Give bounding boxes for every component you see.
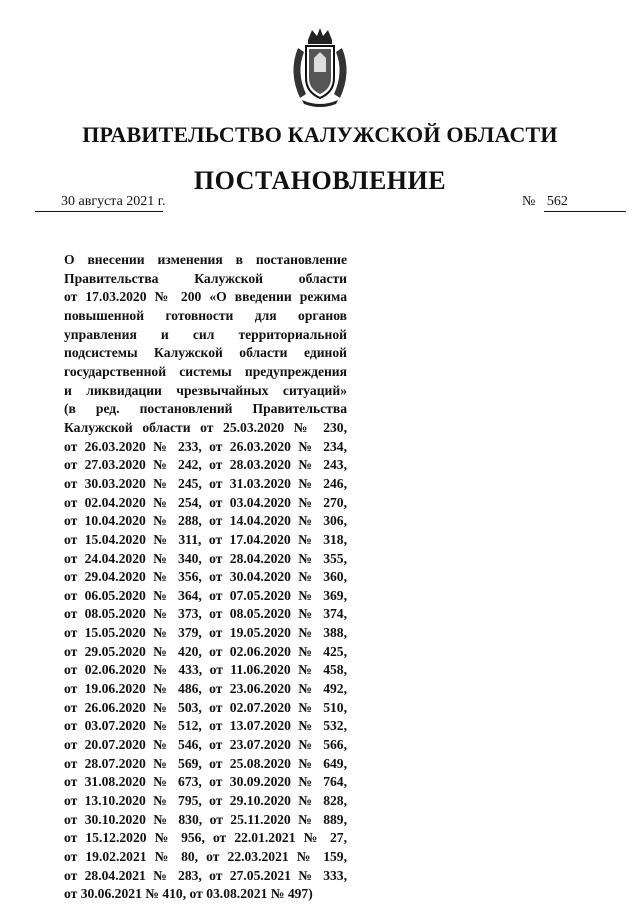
- title-line: О внесении изменения в постановление: [64, 252, 347, 267]
- title-line: от 30.03.2020 № 245, от 31.03.2020 № 246,: [64, 475, 347, 491]
- title-line: от 15.05.2020 № 379, от 19.05.2020 № 388,: [64, 625, 347, 641]
- resolution-title: [64, 251, 347, 904]
- title-line: Калужской области от 25.03.2020 № 230,: [64, 419, 347, 435]
- title-line: от 08.05.2020 № 373, от 08.05.2020 № 374,: [64, 606, 347, 622]
- title-line: от 31.08.2020 № 673, от 30.09.2020 № 764,: [64, 774, 347, 790]
- title-line: от 26.06.2020 № 503, от 02.07.2020 № 510,: [64, 699, 347, 715]
- number-underline: [544, 211, 626, 212]
- title-line: от 02.06.2020 № 433, от 11.06.2020 № 458,: [64, 662, 347, 678]
- title-line: от 06.05.2020 № 364, от 07.05.2020 № 369,: [64, 587, 347, 603]
- document-number: 562: [546, 194, 568, 209]
- document-date-field: [35, 194, 165, 210]
- title-line: от 27.03.2020 № 242, от 28.03.2020 № 243,: [64, 457, 347, 473]
- title-line: и ликвидации чрезвычайных ситуаций»: [64, 382, 347, 398]
- title-line: от 10.04.2020 № 288, от 14.04.2020 № 306,: [64, 513, 347, 529]
- title-line: от 29.05.2020 № 420, от 02.06.2020 № 425,: [64, 643, 347, 659]
- title-line: от 28.04.2021 № 283, от 27.05.2021 № 333,: [64, 867, 347, 883]
- title-line: (в ред. постановлений Правительства: [64, 401, 347, 417]
- title-line: государственной системы предупреждения: [64, 363, 347, 379]
- title-line: Правительства Калужской области: [64, 270, 347, 286]
- title-line: от 03.07.2020 № 512, от 13.07.2020 № 532,: [64, 718, 347, 734]
- coat-of-arms-icon: [284, 26, 356, 108]
- document-number-field: [522, 194, 612, 210]
- title-line: управления и сил территориальной: [64, 326, 347, 342]
- title-line: от 28.07.2020 № 569, от 25.08.2020 № 649,: [64, 755, 347, 771]
- title-line: подсистемы Калужской области единой: [64, 345, 347, 361]
- title-line: от 15.04.2020 № 311, от 17.04.2020 № 318,: [64, 531, 347, 547]
- title-line: повышенной готовности для органов: [64, 307, 347, 323]
- date-underline: [35, 211, 163, 212]
- title-line: от 29.04.2020 № 356, от 30.04.2020 № 360,: [64, 569, 347, 585]
- number-sign: №: [522, 194, 536, 209]
- title-line: от 20.07.2020 № 546, от 23.07.2020 № 566,: [64, 737, 347, 753]
- title-line: от 17.03.2020 № 200 «О введении режима: [64, 289, 347, 305]
- document-type: ПОСТАНОВЛЕНИЕ: [193, 166, 447, 195]
- government-name: ПРАВИТЕЛЬСТВО КАЛУЖСКОЙ ОБЛАСТИ: [82, 122, 558, 147]
- title-line: от 30.10.2020 № 830, от 25.11.2020 № 889,: [64, 811, 347, 827]
- title-line: от 15.12.2020 № 956, от 22.01.2021 № 27,: [64, 830, 347, 846]
- document-date: 30 августа 2021 г.: [61, 194, 166, 209]
- title-line: от 19.02.2021 № 80, от 22.03.2021 № 159,: [64, 849, 347, 864]
- title-line: от 30.06.2021 № 410, от 03.08.2021 № 497): [64, 886, 313, 902]
- title-line: от 26.03.2020 № 233, от 26.03.2020 № 234,: [64, 438, 347, 454]
- title-line: от 19.06.2020 № 486, от 23.06.2020 № 492,: [64, 681, 347, 697]
- title-line: от 24.04.2020 № 340, от 28.04.2020 № 355,: [64, 550, 347, 566]
- title-line: от 02.04.2020 № 254, от 03.04.2020 № 270,: [64, 494, 347, 510]
- title-line: от 13.10.2020 № 795, от 29.10.2020 № 828,: [64, 793, 347, 809]
